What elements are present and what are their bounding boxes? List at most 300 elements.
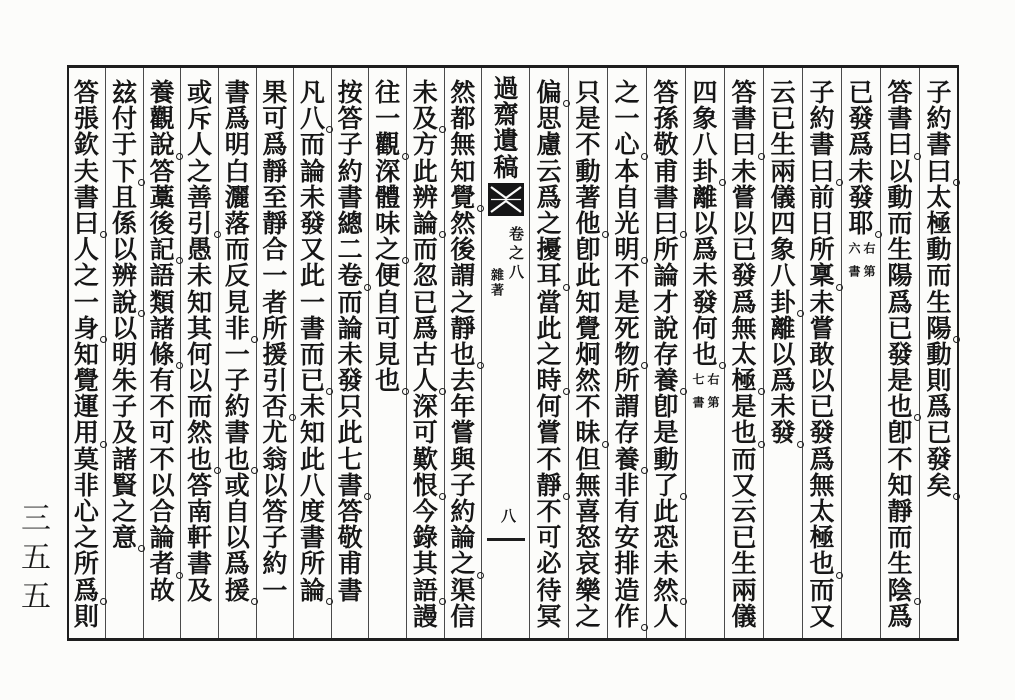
punctuation-circle: [914, 153, 921, 160]
glyph: 無: [575, 470, 601, 500]
glyph: 之: [575, 601, 601, 631]
glyph: 心: [73, 497, 99, 526]
glyph: 書: [224, 418, 250, 448]
glyph: 子: [926, 78, 952, 107]
glyph: 然: [575, 366, 601, 396]
glyph: 恐: [653, 523, 679, 553]
glyph: 子: [224, 366, 250, 396]
punctuation-circle: [641, 467, 648, 474]
glyph: 人: [73, 235, 99, 265]
glyph: 覺: [575, 313, 601, 343]
text-column: [646, 68, 685, 638]
punctuation-circle: [641, 624, 648, 631]
glyph: 太: [809, 497, 835, 526]
glyph: 又: [299, 235, 325, 265]
glyph: 知: [73, 339, 99, 369]
glyph: 總: [337, 208, 363, 238]
glyph: 或: [187, 78, 213, 107]
glyph: 偏: [535, 80, 563, 106]
glyph: 發: [926, 444, 952, 474]
text-column: [685, 68, 724, 638]
glyph: 非: [223, 316, 251, 342]
glyph: 以: [111, 235, 137, 265]
glyph: 其: [412, 549, 438, 579]
glyph: 卦: [691, 159, 719, 185]
column-text: [647, 80, 685, 630]
glyph: 書: [187, 549, 213, 579]
glyph: 過: [493, 74, 519, 103]
glyph: 耳: [535, 263, 563, 289]
glyph: 及: [187, 575, 213, 605]
glyph: 只: [575, 78, 601, 107]
glyph: 書: [224, 78, 250, 107]
glyph: 體: [375, 182, 401, 212]
glyph: 發: [848, 182, 874, 212]
glyph: 辨: [412, 182, 438, 212]
glyph: 則: [73, 601, 99, 631]
glyph: 年: [450, 392, 476, 422]
glyph: 然: [450, 208, 476, 238]
glyph: 喜: [575, 497, 601, 526]
glyph: 未: [692, 261, 718, 291]
glyph: 古: [412, 339, 438, 369]
column-note: 右第六書: [847, 242, 876, 289]
glyph: 此: [337, 418, 363, 448]
glyph: 孫: [653, 104, 679, 134]
column-text: [219, 80, 256, 604]
glyph: 其: [187, 313, 213, 343]
glyph: 語: [411, 578, 439, 604]
glyph: 當: [536, 287, 562, 317]
glyph: 也: [186, 447, 214, 473]
glyph: 思: [536, 104, 562, 134]
text-column: [529, 68, 568, 638]
glyph: 陽: [925, 316, 953, 342]
glyph: 答: [337, 497, 363, 526]
glyph: 軒: [187, 523, 213, 553]
glyph: 一: [299, 287, 325, 317]
glyph: 運: [73, 392, 99, 422]
glyph: 擾: [536, 235, 562, 265]
glyph: 明: [613, 237, 641, 263]
glyph: 後: [149, 208, 175, 238]
glyph: 靜: [262, 156, 288, 186]
glyph: 一: [614, 104, 640, 134]
glyph: 書: [337, 575, 363, 605]
glyph: 爲: [848, 130, 874, 160]
glyph: 也: [808, 551, 836, 577]
glyph: 光: [614, 208, 640, 238]
glyph: 爲: [731, 287, 757, 317]
glyph: 以: [262, 470, 288, 500]
glyph: 陰: [886, 578, 914, 604]
text-column: [368, 68, 406, 638]
glyph: 說: [148, 132, 176, 158]
glyph: 子: [337, 130, 363, 160]
glyph: 此: [299, 261, 325, 291]
glyph: 而: [412, 235, 438, 265]
glyph: 而: [299, 339, 325, 369]
column-text: [407, 80, 444, 630]
column-text: [842, 80, 880, 237]
glyph: 此: [653, 497, 679, 526]
glyph: 所: [809, 235, 835, 265]
glyph: 動: [575, 156, 601, 186]
glyph: 諸: [149, 313, 175, 343]
glyph: 太: [926, 182, 952, 212]
glyph: 記: [148, 237, 176, 263]
punctuation-circle: [214, 467, 221, 474]
glyph: 之: [374, 237, 402, 263]
glyph: 不: [149, 392, 175, 422]
glyph: 死: [614, 313, 640, 343]
glyph: 極: [730, 368, 758, 394]
glyph: 云: [536, 156, 562, 186]
glyph: 發: [731, 261, 757, 291]
glyph: 係: [111, 208, 137, 238]
glyph: 安: [614, 523, 640, 553]
glyph: 稟: [808, 263, 836, 289]
glyph: 藁: [149, 182, 175, 212]
glyph: 往: [375, 78, 401, 107]
glyph: 非: [614, 470, 640, 500]
glyph: 此: [575, 261, 601, 291]
glyph: 一: [262, 261, 288, 291]
glyph: 而: [187, 392, 213, 422]
punctuation-circle: [680, 598, 687, 605]
glyph: 靜: [535, 473, 563, 499]
glyph: 也: [374, 368, 402, 394]
glyph: 無: [809, 470, 835, 500]
glyph: 書: [336, 473, 364, 499]
text-column: [256, 68, 294, 638]
glyph: 了: [652, 473, 680, 499]
text-column: [68, 68, 106, 638]
glyph: 太: [731, 339, 757, 369]
glyph: 信: [450, 601, 476, 631]
punctuation-circle: [402, 153, 409, 160]
glyph: 知: [575, 287, 601, 317]
fishtail-icon: [488, 183, 524, 216]
glyph: 答: [149, 156, 175, 186]
glyph: 他: [574, 211, 602, 237]
glyph: 前: [809, 182, 835, 212]
glyph: 已: [809, 392, 835, 422]
glyph: 忽: [412, 261, 438, 291]
glyph: 一: [73, 287, 99, 317]
glyph: 果: [262, 78, 288, 107]
glyph: 賢: [111, 470, 137, 500]
volume-label: 卷之八: [507, 226, 525, 283]
glyph: 嘗: [809, 313, 835, 343]
glyph: 灑: [224, 182, 250, 212]
section-label: 雜著: [488, 268, 503, 298]
glyph: 是: [653, 418, 679, 448]
glyph: 謂: [614, 392, 640, 422]
glyph: 人: [187, 130, 213, 160]
glyph: 張: [73, 104, 99, 134]
glyph: 又: [731, 470, 757, 500]
glyph: 南: [187, 497, 213, 526]
glyph: 而: [337, 287, 363, 317]
glyph: 卦: [769, 290, 797, 316]
punctuation-circle: [953, 179, 960, 186]
text-column: [880, 68, 919, 638]
glyph: 云: [731, 497, 757, 526]
text-column: [607, 68, 646, 638]
glyph: 四: [692, 78, 718, 107]
glyph: 然: [450, 78, 476, 107]
glyph: 造: [614, 575, 640, 605]
punctuation-circle: [563, 284, 570, 291]
glyph: 未: [299, 392, 325, 422]
punctuation-circle: [953, 493, 960, 500]
glyph: 論: [298, 578, 326, 604]
glyph: 卽: [653, 392, 679, 422]
punctuation-circle: [477, 572, 484, 579]
glyph: 說: [653, 313, 679, 343]
glyph: 無: [450, 130, 476, 160]
column-text: [725, 80, 763, 630]
glyph: 未: [299, 182, 325, 212]
glyph: 樂: [575, 575, 601, 605]
glyph: 說: [110, 290, 138, 316]
column-text: [445, 80, 482, 630]
glyph: 所: [299, 549, 325, 579]
glyph: 可: [412, 418, 438, 448]
glyph: 落: [224, 208, 250, 238]
glyph: 爲: [692, 235, 718, 265]
book-title: [482, 76, 530, 181]
glyph: 所: [653, 235, 679, 265]
glyph: 以: [187, 366, 213, 396]
glyph: 可: [536, 523, 562, 553]
glyph: 觀: [149, 104, 175, 134]
text-column: [444, 68, 482, 638]
glyph: 極: [809, 523, 835, 553]
glyph: 凡: [299, 78, 325, 107]
punctuation-circle: [214, 231, 221, 238]
glyph: 之: [73, 523, 99, 553]
glyph: 以: [111, 313, 137, 343]
glyph: 靜: [887, 497, 913, 526]
glyph: 斥: [187, 104, 213, 134]
text-column: [919, 68, 958, 638]
glyph: 又: [809, 601, 835, 631]
glyph: 何: [692, 313, 718, 343]
glyph: 謂: [450, 261, 476, 291]
glyph: 引: [262, 366, 288, 396]
glyph: 不: [575, 130, 601, 160]
glyph: 子: [809, 78, 835, 107]
punctuation-circle: [602, 441, 609, 448]
column-text: [686, 80, 724, 368]
glyph: 後: [450, 235, 476, 265]
glyph: 此: [536, 313, 562, 343]
glyph: 稿: [493, 152, 519, 182]
glyph: 敬: [337, 523, 363, 553]
glyph: 論: [337, 313, 363, 343]
glyph: 莫: [73, 444, 99, 474]
glyph: 本: [614, 156, 640, 186]
glyph: 以: [731, 208, 757, 238]
glyph: 存: [653, 339, 679, 369]
glyph: 敢: [809, 339, 835, 369]
column-text: [608, 80, 646, 630]
text-column: [841, 68, 880, 638]
glyph: 子: [450, 470, 476, 500]
glyph: 約: [926, 104, 952, 134]
glyph: 答: [887, 78, 913, 107]
glyph: 朱: [111, 366, 137, 396]
column-text: [294, 80, 331, 604]
glyph: 爲: [887, 601, 913, 631]
text-column: [218, 68, 256, 638]
glyph: 嘗: [731, 182, 757, 212]
punctuation-circle: [953, 336, 960, 343]
column-text: [920, 80, 958, 499]
glyph: 見: [375, 339, 401, 369]
glyph: 未: [848, 156, 874, 186]
glyph: 身: [72, 316, 100, 342]
glyph: 甫: [653, 156, 679, 186]
glyph: 知: [887, 470, 913, 500]
glyph: 方: [412, 130, 438, 160]
glyph: 諸: [111, 444, 137, 474]
glyph: 八: [299, 470, 325, 500]
punctuation-circle: [176, 572, 183, 579]
glyph: 發: [769, 420, 797, 446]
glyph: 渠: [450, 575, 476, 605]
glyph: 夫: [73, 156, 99, 186]
glyph: 辨: [111, 261, 137, 291]
glyph: 愚: [187, 235, 213, 265]
glyph: 才: [653, 287, 679, 317]
glyph: 書: [809, 130, 835, 160]
glyph: 善: [187, 182, 213, 212]
glyph: 答: [731, 78, 757, 107]
glyph: 而: [887, 208, 913, 238]
glyph: 也: [691, 342, 719, 368]
glyph: 恨: [411, 473, 439, 499]
glyph: 已: [926, 418, 952, 448]
glyph: 遺: [493, 126, 519, 156]
glyph: 慮: [536, 130, 562, 160]
glyph: 便: [375, 261, 401, 291]
glyph: 而: [887, 523, 913, 553]
glyph: 七: [337, 444, 363, 474]
punctuation-circle: [836, 284, 843, 291]
glyph: 人: [411, 368, 439, 394]
punctuation-circle: [758, 153, 765, 160]
glyph: 覺: [449, 185, 477, 211]
glyph: 曰: [72, 211, 100, 237]
glyph: 八: [770, 261, 796, 291]
punctuation-circle: [719, 362, 726, 369]
glyph: 爲: [72, 578, 100, 604]
glyph: 排: [614, 549, 640, 579]
glyph: 約: [262, 549, 288, 579]
glyph: 翁: [262, 444, 288, 474]
punctuation-circle: [364, 284, 371, 291]
glyph: 未: [187, 261, 213, 291]
glyph: 不: [887, 444, 913, 474]
glyph: 卽: [887, 418, 913, 448]
glyph: 靜: [450, 313, 476, 343]
glyph: 欽: [73, 130, 99, 160]
punctuation-circle: [836, 179, 843, 186]
glyph: 養: [652, 368, 680, 394]
glyph: 四: [770, 208, 796, 238]
glyph: 敬: [653, 130, 679, 160]
page-number: 三五五: [15, 502, 50, 619]
glyph: 論: [149, 523, 175, 553]
glyph: 不: [614, 261, 640, 291]
glyph: 可: [375, 313, 401, 343]
glyph: 曰: [925, 159, 953, 185]
glyph: 以: [809, 366, 835, 396]
glyph: 一: [262, 575, 288, 605]
glyph: 深: [375, 156, 401, 186]
punctuation-circle: [641, 362, 648, 369]
glyph: 之: [449, 551, 477, 577]
punctuation-circle: [176, 153, 183, 160]
glyph: 是: [614, 287, 640, 317]
glyph: 儀: [770, 182, 796, 212]
glyph: 發: [887, 339, 913, 369]
glyph: 子: [262, 523, 288, 553]
text-column: [331, 68, 369, 638]
glyph: 不: [536, 444, 562, 474]
glyph: 書: [653, 182, 679, 212]
glyph: 語: [149, 261, 175, 291]
punctuation-circle: [914, 598, 921, 605]
glyph: 心: [613, 132, 641, 158]
glyph: 自: [375, 287, 401, 317]
glyph: 故: [149, 575, 175, 605]
glyph: 知: [450, 156, 476, 186]
glyph: 答: [187, 470, 213, 500]
glyph: 或: [224, 470, 250, 500]
glyph: 養: [149, 78, 175, 107]
glyph: 自: [614, 182, 640, 212]
glyph: 下: [110, 159, 138, 185]
glyph: 以: [692, 208, 718, 238]
glyph: 否: [261, 394, 289, 420]
glyph: 未: [770, 392, 796, 422]
glyph: 未: [412, 78, 438, 107]
glyph: 而: [731, 444, 757, 474]
glyph: 可: [262, 104, 288, 134]
glyph: 曰: [652, 211, 680, 237]
glyph: 一: [375, 104, 401, 134]
text-column: [143, 68, 181, 638]
glyph: 爲: [809, 444, 835, 474]
glyph: 及: [111, 418, 137, 448]
glyph: 以: [887, 156, 913, 186]
glyph: 曰: [886, 132, 914, 158]
glyph: 深: [412, 392, 438, 422]
glyph: 爲: [412, 313, 438, 343]
text-column: [406, 68, 444, 638]
glyph: 養: [613, 447, 641, 473]
glyph: 味: [375, 208, 401, 238]
glyph: 哀: [575, 549, 601, 579]
glyph: 嘗: [450, 418, 476, 448]
glyph: 發: [299, 208, 325, 238]
glyph: 未: [337, 339, 363, 369]
glyph: 不: [536, 497, 562, 526]
